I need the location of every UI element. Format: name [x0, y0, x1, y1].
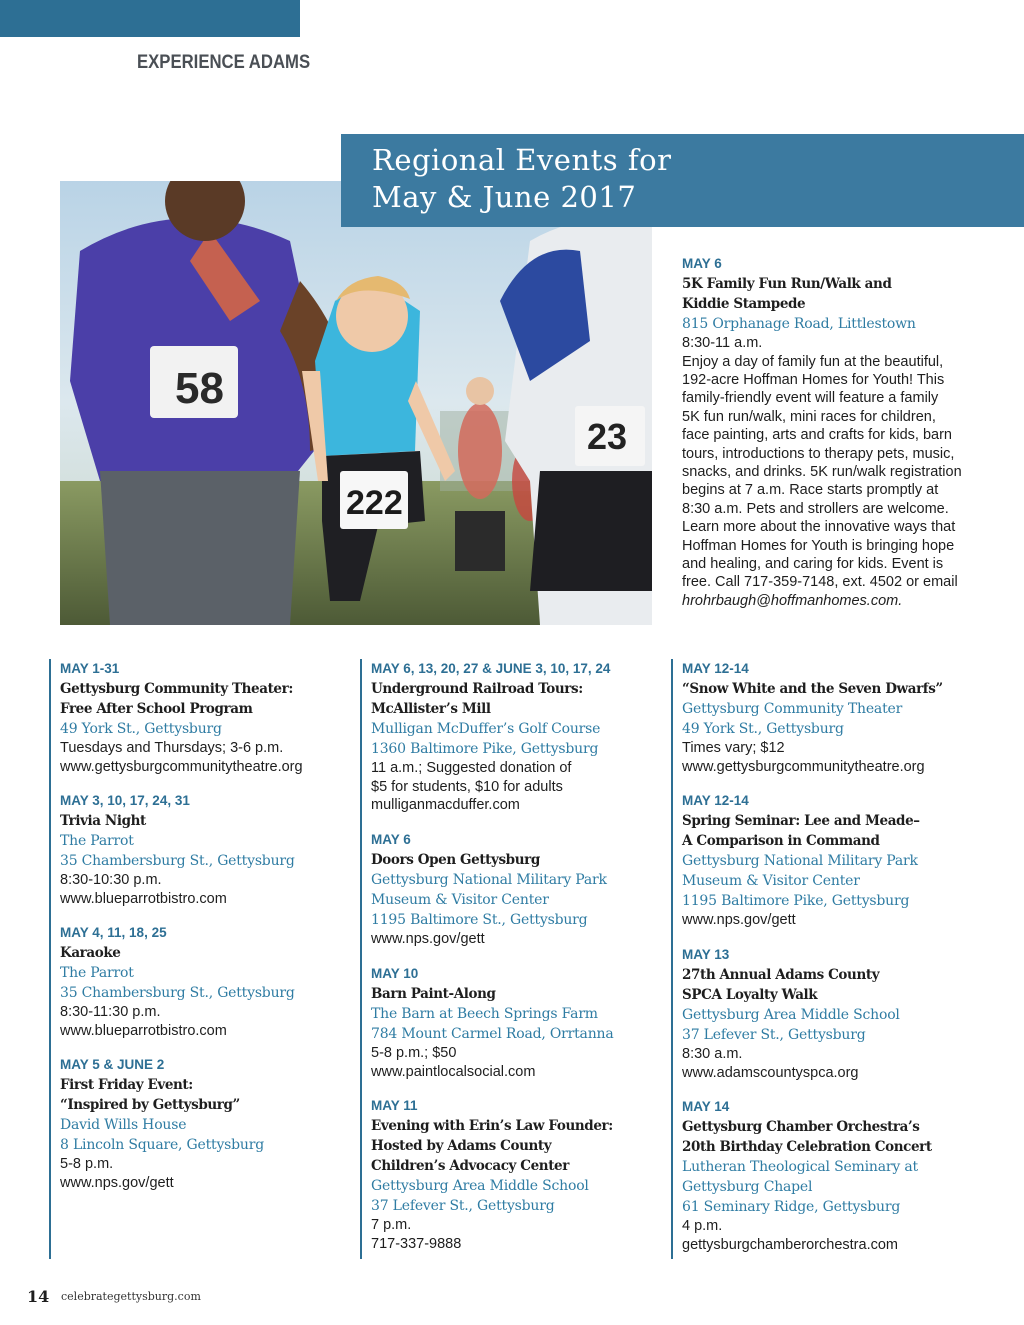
event-location: Gettysburg National Military Park — [682, 853, 918, 869]
event-entry — [371, 659, 610, 815]
description-line: tours, introductions to therapy pets, music, — [682, 445, 955, 462]
event-name: SPCA Loyalty Walk — [682, 987, 818, 1003]
title-line-2: May & June 2017 — [372, 180, 637, 214]
event-entry — [371, 830, 607, 949]
event-entry — [60, 659, 303, 776]
event-info: 5-8 p.m. — [60, 1156, 114, 1172]
event-name: Underground Railroad Tours: — [371, 681, 583, 697]
event-location: 49 York St., Gettysburg — [60, 721, 222, 737]
event-location: 1195 Baltimore St., Gettysburg — [371, 912, 588, 928]
contact-email[interactable]: hrohrbaugh@hoffmanhomes.com. — [682, 592, 903, 609]
event-name: 27th Annual Adams County — [682, 967, 880, 983]
event-time: 8:30-11 a.m. — [682, 335, 763, 351]
event-website[interactable]: www.adamscountyspca.org — [682, 1064, 859, 1081]
event-date: MAY 10 — [371, 966, 419, 981]
event-location: 61 Seminary Ridge, Gettysburg — [682, 1199, 901, 1215]
event-date: MAY 12-14 — [682, 661, 749, 676]
event-phone: 717-337-9888 — [371, 1235, 462, 1252]
event-name: 20th Birthday Celebration Concert — [682, 1139, 932, 1155]
event-info: 8:30-11:30 p.m. — [60, 1004, 161, 1020]
event-location: The Barn at Beech Springs Farm — [371, 1006, 598, 1022]
event-entry — [60, 923, 295, 1040]
description-line: 5K fun run/walk, mini races for children, — [682, 408, 936, 425]
event-name: Hosted by Adams County — [371, 1138, 552, 1154]
event-date: MAY 12-14 — [682, 793, 749, 808]
event-info: Tuesdays and Thursdays; 3-6 p.m. — [60, 740, 284, 756]
event-name: Free After School Program — [60, 701, 253, 717]
event-date: MAY 5 & JUNE 2 — [60, 1057, 165, 1072]
event-location: Gettysburg Community Theater — [682, 701, 903, 717]
event-entry — [682, 1097, 932, 1254]
event-name: Gettysburg Community Theater: — [60, 681, 293, 697]
description-line: and healing, and caring for kids. Event is — [682, 555, 944, 572]
description-line: family-friendly event will feature a family — [682, 390, 939, 407]
event-name: Spring Seminar: Lee and Meade– — [682, 813, 920, 829]
events-column-1 — [49, 659, 350, 1259]
event-location: David Wills House — [60, 1117, 187, 1133]
event-entry — [371, 1096, 613, 1253]
event-location: The Parrot — [60, 833, 134, 849]
event-location: Lutheran Theological Seminary at — [682, 1159, 918, 1175]
description-line: Hoffman Homes for Youth is bringing hope — [682, 537, 955, 554]
events-column-2 — [360, 659, 671, 1259]
section-label: EXPERIENCE ADAMS — [137, 52, 311, 73]
event-date: MAY 6 — [371, 832, 411, 847]
description-line: begins at 7 a.m. Race starts promptly at — [682, 482, 939, 499]
event-date: MAY 6, 13, 20, 27 & JUNE 3, 10, 17, 24 — [371, 661, 611, 676]
event-name: A Comparison in Command — [682, 833, 880, 849]
event-name: “Snow White and the Seven Dwarfs” — [682, 681, 943, 697]
event-name: Barn Paint-Along — [371, 986, 496, 1002]
event-date: MAY 1-31 — [60, 661, 120, 676]
event-website[interactable]: www.nps.gov/gett — [371, 931, 485, 947]
bib-23: 23 — [587, 416, 628, 457]
event-location: 35 Chambersburg St., Gettysburg — [60, 985, 295, 1001]
event-name: Kiddie Stampede — [682, 296, 806, 312]
description-line: face painting, arts and crafts for kids, barn — [682, 427, 952, 444]
bib-222: 222 — [346, 484, 403, 522]
event-website[interactable]: www.nps.gov/gett — [682, 912, 796, 928]
description-line: Enjoy a day of family fun at the beautiful, — [682, 353, 944, 370]
event-website[interactable]: www.blueparrotbistro.com — [60, 890, 227, 907]
event-location: 49 York St., Gettysburg — [682, 721, 844, 737]
event-website[interactable]: www.nps.gov/gett — [60, 1174, 174, 1191]
description-line: snacks, and drinks. 5K run/walk registration — [682, 463, 962, 480]
event-date: MAY 6 — [682, 256, 722, 271]
event-location: The Parrot — [60, 965, 134, 981]
top-accent-bar — [0, 0, 300, 37]
event-description — [682, 353, 982, 611]
event-name: First Friday Event: — [60, 1077, 193, 1093]
event-location: Gettysburg Area Middle School — [371, 1178, 589, 1194]
events-column-3 — [671, 659, 982, 1259]
event-name: Children’s Advocacy Center — [371, 1158, 569, 1174]
event-name: Trivia Night — [60, 813, 146, 829]
event-info: 8:30-10:30 p.m. — [60, 872, 162, 888]
event-location: 784 Mount Carmel Road, Orrtanna — [371, 1026, 614, 1042]
event-name: Karaoke — [60, 945, 121, 961]
event-location: Museum & Visitor Center — [371, 892, 549, 908]
event-location: 815 Orphanage Road, Littlestown — [682, 316, 916, 332]
event-info: $5 for students, $10 for adults — [371, 778, 563, 795]
event-location: Gettysburg Area Middle School — [682, 1007, 900, 1023]
event-website[interactable]: www.gettysburgcommunitytheatre.org — [60, 758, 303, 775]
event-entry — [682, 945, 900, 1082]
title-line-1: Regional Events for — [372, 143, 672, 177]
event-website[interactable]: gettysburgchamberorchestra.com — [682, 1236, 898, 1253]
event-location: 37 Lefever St., Gettysburg — [682, 1027, 866, 1043]
event-location: 37 Lefever St., Gettysburg — [371, 1198, 555, 1214]
event-entry — [682, 659, 943, 776]
featured-event — [671, 254, 982, 610]
event-info: Times vary; $12 — [682, 740, 785, 756]
event-date: MAY 13 — [682, 947, 730, 962]
event-name: “Inspired by Gettysburg” — [60, 1097, 240, 1113]
event-date: MAY 4, 11, 18, 25 — [60, 925, 167, 940]
runners-photo — [60, 181, 652, 625]
event-entry — [60, 1055, 264, 1192]
event-name: Doors Open Gettysburg — [371, 852, 540, 868]
event-name: Gettysburg Chamber Orchestra’s — [682, 1119, 920, 1135]
event-location: Gettysburg Chapel — [682, 1179, 813, 1195]
event-date: MAY 3, 10, 17, 24, 31 — [60, 793, 190, 808]
page-number: 14 — [27, 1287, 50, 1306]
event-website[interactable]: www.gettysburgcommunitytheatre.org — [682, 758, 925, 775]
event-date: MAY 11 — [371, 1098, 418, 1113]
event-info: 4 p.m. — [682, 1218, 723, 1234]
event-name: 5K Family Fun Run/Walk and — [682, 276, 892, 292]
description-line: Learn more about the innovative ways that — [682, 519, 956, 536]
description-line: 8:30 a.m. Pets and strollers are welcome. — [682, 500, 949, 517]
event-location: Mulligan McDuffer’s Golf Course — [371, 721, 601, 737]
description-line: 192-acre Hoffman Homes for Youth! This — [682, 371, 945, 388]
bib-58: 58 — [175, 364, 224, 413]
event-location: 1360 Baltimore Pike, Gettysburg — [371, 741, 599, 757]
event-entry — [371, 964, 613, 1081]
event-location: Gettysburg National Military Park — [371, 872, 607, 888]
event-info: 7 p.m. — [371, 1217, 412, 1233]
event-entry — [60, 791, 295, 908]
event-info: 11 a.m.; Suggested donation of — [371, 760, 572, 776]
event-website[interactable]: www.blueparrotbistro.com — [60, 1022, 227, 1039]
event-location: 35 Chambersburg St., Gettysburg — [60, 853, 295, 869]
event-location: 8 Lincoln Square, Gettysburg — [60, 1137, 265, 1153]
footer-url[interactable]: celebrategettysburg.com — [61, 1290, 201, 1303]
description-line: free. Call 717-359-7148, ext. 4502 or email — [682, 574, 958, 591]
event-location: 1195 Baltimore Pike, Gettysburg — [682, 893, 910, 909]
event-info: 5-8 p.m.; $50 — [371, 1045, 457, 1061]
event-entry — [682, 791, 920, 930]
event-date: MAY 14 — [682, 1099, 730, 1114]
event-website[interactable]: mulliganmacduffer.com — [371, 797, 520, 813]
page-title — [372, 142, 671, 216]
event-website[interactable]: www.paintlocalsocial.com — [371, 1063, 536, 1080]
event-name: McAllister’s Mill — [371, 701, 491, 717]
event-name: Evening with Erin’s Law Founder: — [371, 1118, 613, 1134]
event-info: 8:30 a.m. — [682, 1046, 743, 1062]
event-location: Museum & Visitor Center — [682, 873, 860, 889]
